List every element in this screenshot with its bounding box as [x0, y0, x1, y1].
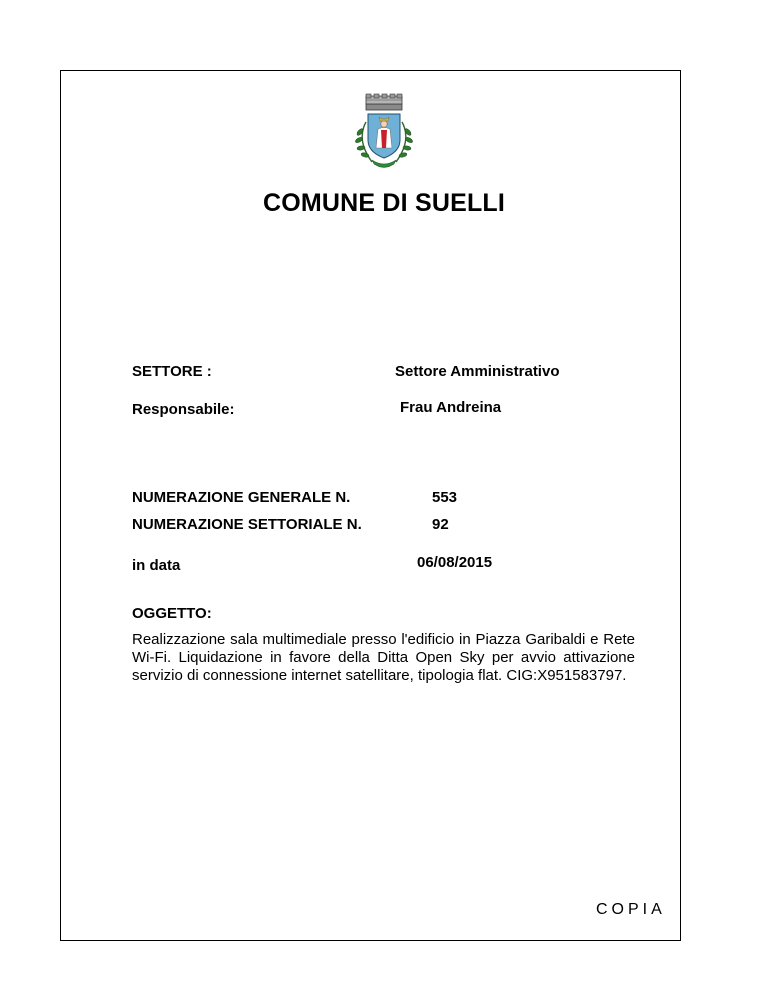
ribbon-icon [372, 160, 396, 168]
numerazione-settoriale-value: 92 [432, 516, 449, 533]
responsabile-label: Responsabile: [132, 401, 235, 418]
responsabile-value: Frau Andreina [400, 399, 502, 416]
data-value: 06/08/2015 [417, 554, 493, 571]
page-title: COMUNE DI SUELLI [262, 189, 506, 217]
oggetto-text: Realizzazione sala multimediale presso l'edificio in Piazza Garibaldi e Rete Wi-Fi. Liquidazione in favore della Ditta Open Sky per avvio attivazione servizio di connessione internet satellitare, tipologia flat. CIG:X951583797. [132, 631, 635, 684]
settore-value: Settore Amministrativo [395, 363, 560, 380]
numerazione-settoriale-label: NUMERAZIONE SETTORIALE N. [132, 516, 362, 533]
shield-icon [368, 114, 400, 158]
municipal-coat-of-arms-icon [342, 92, 426, 172]
copia-stamp: COPIA [596, 901, 666, 918]
oggetto-label: OGGETTO: [132, 605, 212, 622]
numerazione-generale-value: 553 [432, 489, 458, 506]
settore-label: SETTORE : [132, 363, 212, 380]
numerazione-generale-label: NUMERAZIONE GENERALE N. [132, 489, 351, 506]
crown-icon [366, 94, 402, 110]
data-label: in data [132, 557, 181, 574]
